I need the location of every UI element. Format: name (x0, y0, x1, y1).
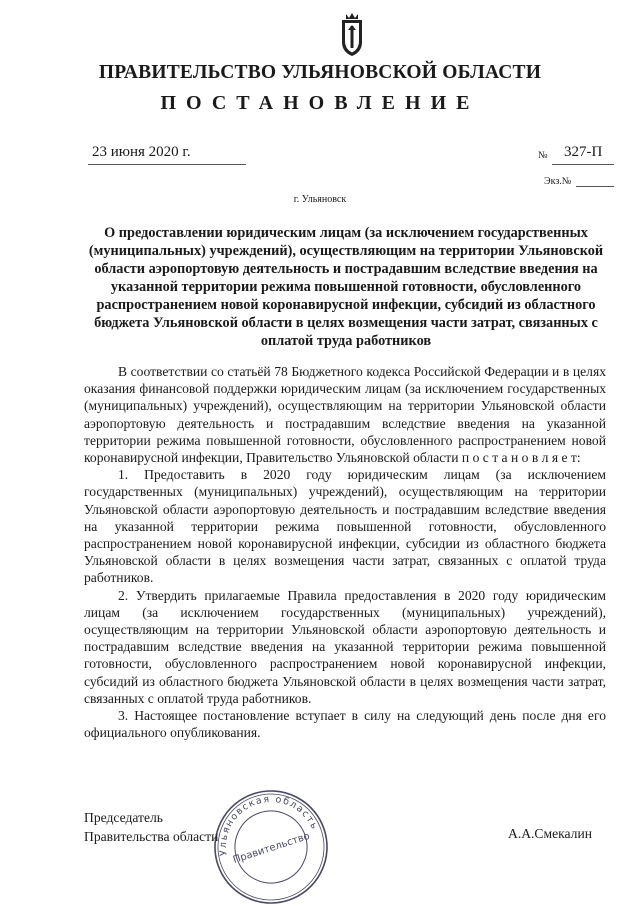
date-underline (88, 164, 246, 165)
number-underline (552, 164, 614, 165)
position-line-2: Правительства области (84, 829, 219, 844)
official-seal-stamp (212, 788, 330, 906)
number-label: № (538, 150, 548, 161)
document-city: г. Ульяновск (293, 194, 347, 205)
document-date: 23 июня 2020 г. (92, 144, 191, 160)
document-type: ПОСТАНОВЛЕНИЕ (160, 92, 480, 114)
signatory-name: А.А.Смекалин (508, 826, 593, 841)
seal-inner-text: Правительство (231, 830, 312, 867)
clause-1: 1. Предоставить в 2020 году юридическим лицам (за исключением государственных (муниципальных) учреждений), осуществляющим на территории Ульяновской области аэропортовую деятельность и пострадавшим вследствие введения на указанной территории режима повышенной готовности, обусловленного распространением новой коронавирусной инфекции, субсидии из областного бюджета Ульяновской области в целях возмещения части затрат, связанных с оплатой труда работников. (84, 467, 606, 586)
position-line-1: Председатель (84, 810, 163, 825)
preamble-paragraph: В соответствии со статьёй 78 Бюджетного кодекса Российской Федерации и в целях оказания финансовой поддержки юридическим лицам (за исключением государственных (муниципальных) учреждений), осуществляющим на территории Ульяновской области аэропортовую деятельность и пострадавшим вследствие введения на указанной территории режима повышенной готовности, обусловленного распространением новой коронавирусной инфекции, Правительство Ульяновской области п о с т а н о в л я е т: (84, 364, 606, 466)
document-number: 327-П (564, 144, 603, 160)
government-name: ПРАВИТЕЛЬСТВО УЛЬЯНОВСКОЙ ОБЛАСТИ (98, 62, 542, 83)
document-body (84, 363, 606, 741)
clause-3: 3. Настоящее постановление вступает в силу на следующий день после дня его официального опубликования. (84, 708, 606, 741)
copy-number-underline (576, 186, 614, 187)
seal-outer-text: Ульяновская область (217, 793, 321, 857)
clause-2: 2. Утвердить прилагаемые Правила предоставления в 2020 году юридическим лицам (за исключением государственных (муниципальных) учреждений), осуществляющим на территории Ульяновской области аэропортовую деятельность и пострадавшим вследствие введения на указанной территории режима повышенной готовности, обусловленного распространением новой коронавирусной инфекции, субсидий из областного бюджета Ульяновской области в целях возмещения части затрат, связанных с оплатой труда работников. (84, 587, 606, 706)
coat-of-arms-icon (336, 12, 368, 58)
copy-number-label: Экз.№ (544, 176, 572, 187)
document-subject: О предоставлении юридическим лицам (за исключением государственных (муниципальных) учреждений), осуществляющим на территории Ульяновской области аэропортовую деятельность и пострадавшим вследствие введения на указанной территории режима повышенной готовности, обусловленного распространением новой коронавирусной инфекции, субсидий из областного бюджета Ульяновской области в целях возмещения части затрат, связанных с оплатой труда работников (88, 225, 604, 349)
signatory-position (84, 808, 218, 846)
